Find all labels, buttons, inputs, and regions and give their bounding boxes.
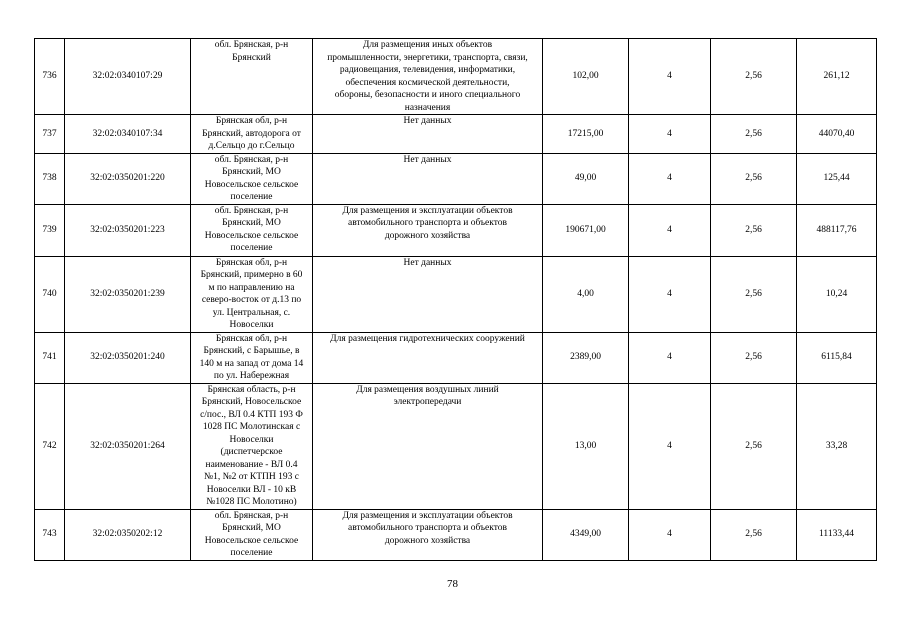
- coefficient-cell: 4: [629, 153, 711, 204]
- table-row: [35, 256, 877, 332]
- address-cell-line: Новосельское сельское: [204, 179, 299, 190]
- address-cell-line: Брянский, МО: [222, 167, 281, 177]
- address-cell-line: №1, №2 от КТПН 193 с: [204, 472, 299, 482]
- purpose-cell: [313, 509, 543, 560]
- address-cell-line: Новосельское сельское: [204, 230, 299, 241]
- address-cell-line: Брянский, МО: [222, 523, 281, 533]
- rate-cell: 2,56: [711, 256, 797, 332]
- address-cell-line: Брянская обл, р-н: [215, 116, 288, 126]
- purpose-cell-line: автомобильного транспорта и объектов: [348, 523, 507, 533]
- purpose-cell: [313, 256, 543, 332]
- cadastral-number-cell: 32:02:0350201:223: [65, 204, 191, 256]
- table-row: [35, 39, 877, 115]
- purpose-cell-line: автомобильного транспорта и объектов: [348, 218, 507, 228]
- rate-cell: 2,56: [711, 332, 797, 383]
- row-number-cell: 736: [35, 39, 65, 115]
- address-cell-line: Брянский, МО: [222, 218, 281, 228]
- address-cell-line: наименование - ВЛ 0.4: [205, 459, 298, 470]
- address-cell-line: м по направлению на: [208, 282, 295, 293]
- cadastral-number-cell: 32:02:0340107:29: [65, 39, 191, 115]
- table-row: [35, 115, 877, 154]
- coefficient-cell: 4: [629, 383, 711, 509]
- page-number: 78: [447, 578, 458, 590]
- address-cell-line: поселение: [230, 192, 273, 202]
- address-cell: [191, 383, 313, 509]
- amount-cell: 33,28: [797, 383, 877, 509]
- address-cell: [191, 39, 313, 115]
- purpose-cell-line: Для размещения иных объектов: [362, 40, 493, 50]
- purpose-cell-line: обороны, безопасности и иного специального: [334, 90, 521, 100]
- purpose-cell-line: Для размещения и эксплуатации объектов: [342, 510, 513, 521]
- purpose-cell-line: дорожного хозяйства: [384, 230, 471, 241]
- purpose-cell: [313, 204, 543, 256]
- purpose-cell: [313, 383, 543, 509]
- address-cell-line: Новоселки ВЛ - 10 кВ: [206, 484, 297, 495]
- address-cell-line: Брянская обл, р-н: [215, 333, 288, 344]
- purpose-cell-line: электропередачи: [393, 397, 462, 407]
- address-cell-line: обл. Брянская, р-н: [214, 510, 289, 521]
- purpose-cell: [313, 332, 543, 383]
- purpose-cell-line: Для размещения и эксплуатации объектов: [342, 205, 513, 216]
- address-cell-line: Брянская обл, р-н: [215, 257, 288, 268]
- address-cell-line: по ул. Набережная: [213, 371, 290, 381]
- row-number-cell: 743: [35, 509, 65, 560]
- address-cell: [191, 204, 313, 256]
- purpose-cell-line: Нет данных: [403, 116, 452, 126]
- cadastral-number-cell: 32:02:0350201:240: [65, 332, 191, 383]
- amount-cell: 125,44: [797, 153, 877, 204]
- address-cell-line: Брянский, с Барышье, в: [203, 346, 300, 356]
- rate-cell: 2,56: [711, 115, 797, 154]
- coefficient-cell: 4: [629, 332, 711, 383]
- address-cell: [191, 153, 313, 204]
- purpose-cell-line: промышленности, энергетики, транспорта, связи,: [327, 52, 528, 63]
- cadastral-number-cell: 32:02:0350201:264: [65, 383, 191, 509]
- purpose-cell: [313, 115, 543, 154]
- row-number-cell: 738: [35, 153, 65, 204]
- amount-cell: 488117,76: [797, 204, 877, 256]
- table-row: [35, 383, 877, 509]
- cadastral-number-cell: 32:02:0350201:220: [65, 153, 191, 204]
- area-cell: 4,00: [543, 256, 629, 332]
- cadastral-number-cell: 32:02:0340107:34: [65, 115, 191, 154]
- purpose-cell-line: Нет данных: [403, 257, 452, 268]
- row-number-cell: 741: [35, 332, 65, 383]
- coefficient-cell: 4: [629, 509, 711, 560]
- purpose-cell-line: радиовещания, телевидения, информатики,: [339, 65, 516, 75]
- address-cell-line: Новоселки: [229, 434, 274, 445]
- address-cell-line: 140 м на запад от дома 14: [199, 358, 304, 369]
- address-cell-line: Брянский, примерно в 60: [200, 270, 303, 280]
- rate-cell: 2,56: [711, 204, 797, 256]
- area-cell: 4349,00: [543, 509, 629, 560]
- table-row: [35, 153, 877, 204]
- amount-cell: 44070,40: [797, 115, 877, 154]
- address-cell-line: обл. Брянская, р-н: [214, 205, 289, 216]
- purpose-cell-line: назначения: [404, 102, 451, 113]
- address-cell-line: с/пос., ВЛ 0.4 КТП 193 Ф: [200, 409, 303, 420]
- address-cell-line: обл. Брянская, р-н: [214, 154, 289, 165]
- cadastral-number-cell: 32:02:0350201:239: [65, 256, 191, 332]
- amount-cell: 261,12: [797, 39, 877, 115]
- row-number-cell: 737: [35, 115, 65, 154]
- cadastral-number-cell: 32:02:0350202:12: [65, 509, 191, 560]
- purpose-cell-line: Для размещения гидротехнических сооружений: [330, 333, 525, 344]
- address-cell-line: Брянская область, р-н: [207, 384, 296, 395]
- address-cell: [191, 115, 313, 154]
- purpose-cell-line: дорожного хозяйства: [384, 535, 471, 546]
- address-cell-line: Брянский, Новосельское: [201, 397, 302, 407]
- address-cell: [191, 509, 313, 560]
- address-cell-line: 1028 ПС Молотинская с: [202, 422, 301, 432]
- amount-cell: 10,24: [797, 256, 877, 332]
- address-cell-line: Новоселки: [229, 320, 274, 330]
- address-cell-line: поселение: [230, 548, 273, 558]
- table-row: [35, 332, 877, 383]
- table-row: [35, 204, 877, 256]
- coefficient-cell: 4: [629, 115, 711, 154]
- rate-cell: 2,56: [711, 509, 797, 560]
- rate-cell: 2,56: [711, 383, 797, 509]
- address-cell-line: №1028 ПС Молотино): [206, 497, 297, 507]
- area-cell: 49,00: [543, 153, 629, 204]
- area-cell: 13,00: [543, 383, 629, 509]
- coefficient-cell: 4: [629, 204, 711, 256]
- land-plots-table: [34, 38, 877, 561]
- coefficient-cell: 4: [629, 256, 711, 332]
- row-number-cell: 740: [35, 256, 65, 332]
- address-cell-line: Брянский: [232, 52, 271, 63]
- address-cell: [191, 332, 313, 383]
- rate-cell: 2,56: [711, 39, 797, 115]
- address-cell-line: ул. Центральная, с.: [212, 307, 291, 318]
- address-cell-line: Брянский, автодорога от: [202, 128, 301, 139]
- rate-cell: 2,56: [711, 153, 797, 204]
- purpose-cell-line: обеспечения космической деятельности,: [345, 77, 510, 88]
- purpose-cell: [313, 39, 543, 115]
- area-cell: 190671,00: [543, 204, 629, 256]
- row-number-cell: 739: [35, 204, 65, 256]
- address-cell-line: (диспетчерское: [220, 447, 283, 457]
- area-cell: 17215,00: [543, 115, 629, 154]
- purpose-cell: [313, 153, 543, 204]
- address-cell-line: северо-восток от д.13 по: [201, 295, 302, 305]
- address-cell-line: д.Сельцо до г.Сельцо: [208, 141, 295, 151]
- amount-cell: 11133,44: [797, 509, 877, 560]
- coefficient-cell: 4: [629, 39, 711, 115]
- area-cell: 2389,00: [543, 332, 629, 383]
- amount-cell: 6115,84: [797, 332, 877, 383]
- address-cell-line: обл. Брянская, р-н: [214, 40, 289, 50]
- area-cell: 102,00: [543, 39, 629, 115]
- purpose-cell-line: Для размещения воздушных линий: [356, 384, 499, 395]
- row-number-cell: 742: [35, 383, 65, 509]
- address-cell: [191, 256, 313, 332]
- purpose-cell-line: Нет данных: [403, 154, 452, 165]
- address-cell-line: Новосельское сельское: [204, 535, 299, 546]
- table-row: [35, 509, 877, 560]
- table-body: [35, 39, 877, 561]
- address-cell-line: поселение: [230, 243, 273, 253]
